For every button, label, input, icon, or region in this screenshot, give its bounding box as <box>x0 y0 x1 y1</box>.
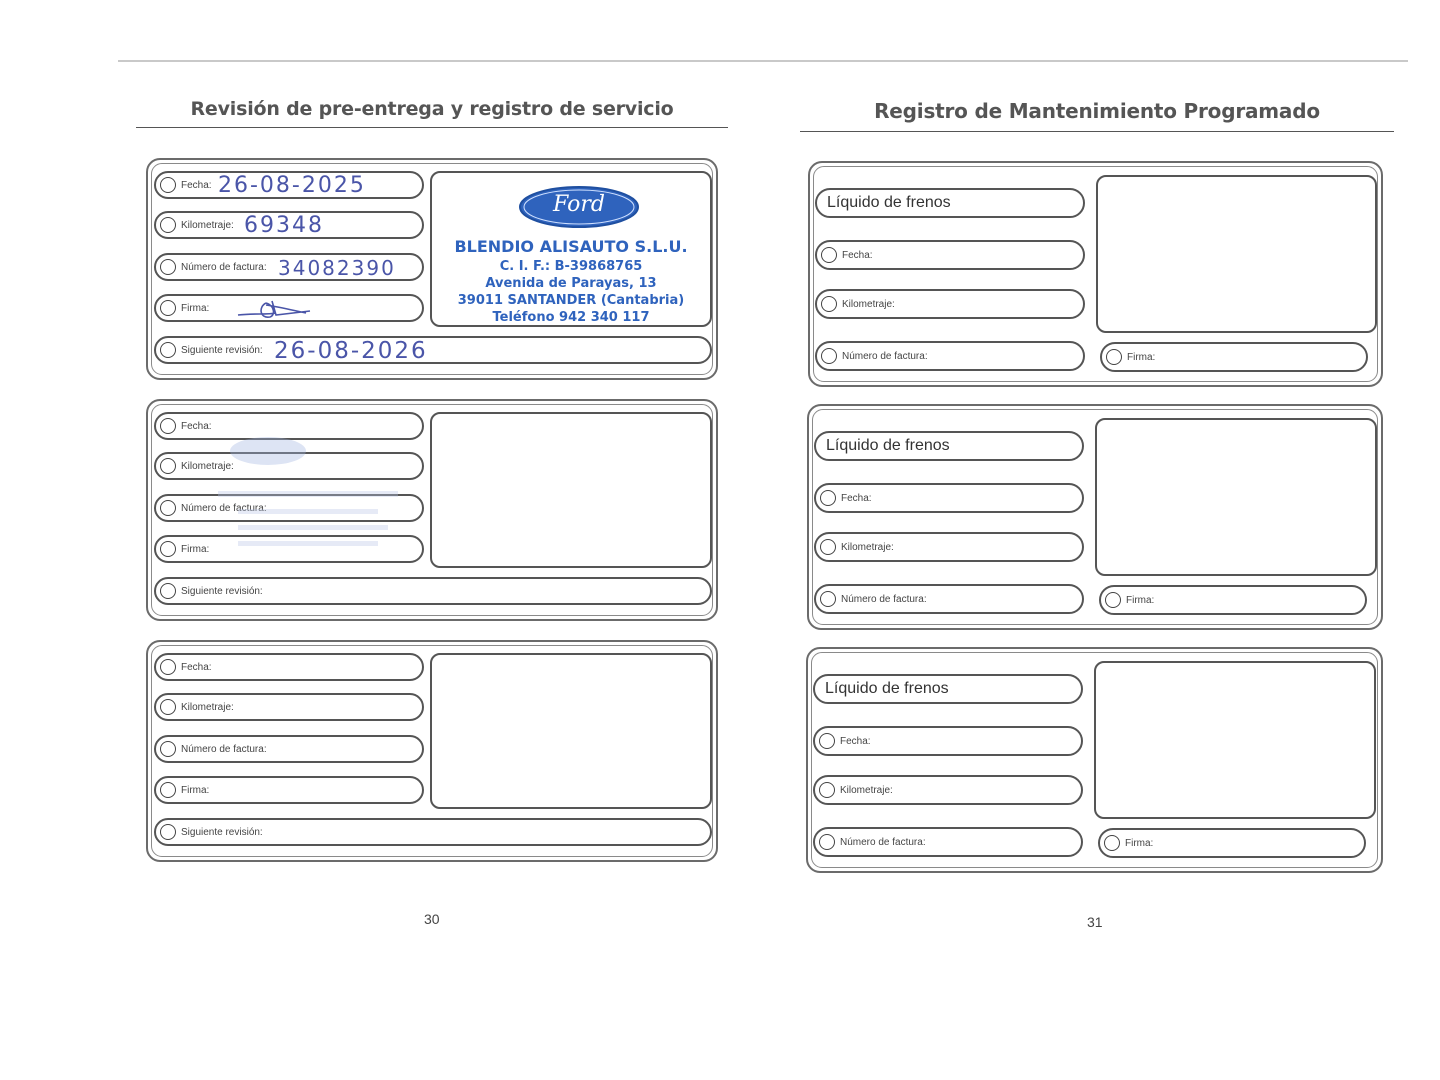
firma-field[interactable] <box>154 776 424 804</box>
radio-icon[interactable] <box>821 247 837 263</box>
radio-icon[interactable] <box>820 490 836 506</box>
radio-icon[interactable] <box>160 177 176 193</box>
kilometraje-field[interactable] <box>154 693 424 721</box>
right-page-number: 31 <box>1087 914 1103 930</box>
stamp-box <box>1096 175 1377 333</box>
kilometraje-label: Kilometraje: <box>181 701 234 713</box>
fecha-field[interactable] <box>154 653 424 681</box>
radio-icon[interactable] <box>160 342 176 358</box>
radio-icon[interactable] <box>819 782 835 798</box>
radio-icon[interactable] <box>160 583 176 599</box>
service-card-1 <box>146 158 718 380</box>
stamp-company: BLENDIO ALISAUTO S.L.U. <box>454 237 688 256</box>
kilometraje-label: Kilometraje: <box>841 541 894 553</box>
radio-icon[interactable] <box>160 541 176 557</box>
radio-icon[interactable] <box>160 659 176 675</box>
service-card-3 <box>146 640 718 862</box>
liquido-frenos-field[interactable] <box>813 674 1083 704</box>
left-title-rule <box>136 127 728 128</box>
kilometraje-label: Kilometraje: <box>842 298 895 310</box>
stamp-box <box>1094 661 1376 819</box>
factura-label: Número de factura: <box>841 593 927 605</box>
liquido-frenos-field[interactable] <box>815 188 1085 218</box>
radio-icon[interactable] <box>1105 592 1121 608</box>
liquido-frenos-label: Líquido de frenos <box>827 194 951 211</box>
factura-label: Número de factura: <box>842 350 928 362</box>
kilometraje-label: Kilometraje: <box>840 784 893 796</box>
radio-icon[interactable] <box>820 539 836 555</box>
ford-logo-text: Ford <box>553 192 605 217</box>
siguiente-field[interactable] <box>154 336 712 364</box>
stamp-box <box>1095 418 1377 576</box>
factura-field[interactable] <box>154 735 424 763</box>
stamp-address: Avenida de Parayas, 13 <box>485 276 657 291</box>
kilometraje-field[interactable] <box>815 289 1085 319</box>
fecha-label: Fecha: <box>841 492 872 504</box>
fecha-label: Fecha: <box>181 420 212 432</box>
firma-label: Firma: <box>1127 351 1156 363</box>
radio-icon[interactable] <box>160 741 176 757</box>
firma-field[interactable] <box>1099 585 1367 615</box>
fecha-label: Fecha: <box>840 735 871 747</box>
service-card-2 <box>146 399 718 621</box>
radio-icon[interactable] <box>160 418 176 434</box>
left-page-title: Revisión de pre-entrega y registro de servicio <box>190 98 674 120</box>
radio-icon[interactable] <box>160 300 176 316</box>
radio-icon[interactable] <box>160 699 176 715</box>
kilometraje-field[interactable] <box>814 532 1084 562</box>
radio-icon[interactable] <box>160 782 176 798</box>
stamp-box <box>430 412 712 568</box>
fecha-label: Fecha: <box>181 661 212 673</box>
siguiente-label: Siguiente revisión: <box>181 344 263 356</box>
firma-field[interactable] <box>1098 828 1366 858</box>
right-page-title: Registro de Mantenimiento Programado <box>874 99 1320 123</box>
factura-label: Número de factura: <box>181 502 267 514</box>
radio-icon[interactable] <box>1106 349 1122 365</box>
radio-icon[interactable] <box>160 217 176 233</box>
factura-label: Número de factura: <box>181 261 267 273</box>
siguiente-label: Siguiente revisión: <box>181 826 263 838</box>
fecha-field[interactable] <box>814 483 1084 513</box>
fecha-handwritten: 26-08-2025 <box>218 173 366 198</box>
siguiente-field[interactable] <box>154 577 712 605</box>
radio-icon[interactable] <box>821 296 837 312</box>
firma-label: Firma: <box>181 543 210 555</box>
stamp-phone: Teléfono 942 340 117 <box>492 310 650 325</box>
stamp-box <box>430 653 712 809</box>
radio-icon[interactable] <box>160 500 176 516</box>
radio-icon[interactable] <box>819 834 835 850</box>
fecha-field[interactable] <box>813 726 1083 756</box>
radio-icon[interactable] <box>160 824 176 840</box>
maintenance-card-3 <box>806 647 1383 873</box>
kilometraje-handwritten: 69348 <box>244 213 324 238</box>
radio-icon[interactable] <box>819 733 835 749</box>
left-page-number: 30 <box>424 911 440 927</box>
right-title-rule <box>800 131 1394 132</box>
radio-icon[interactable] <box>160 458 176 474</box>
liquido-frenos-label: Líquido de frenos <box>825 680 949 697</box>
scan-top-line <box>118 60 1408 62</box>
factura-label: Número de factura: <box>840 836 926 848</box>
radio-icon[interactable] <box>160 259 176 275</box>
fecha-label: Fecha: <box>181 179 212 191</box>
maintenance-card-1 <box>808 161 1383 387</box>
siguiente-field[interactable] <box>154 818 712 846</box>
firma-label: Firma: <box>1126 594 1155 606</box>
firma-field[interactable] <box>1100 342 1368 372</box>
radio-icon[interactable] <box>821 348 837 364</box>
factura-label: Número de factura: <box>181 743 267 755</box>
fecha-field[interactable] <box>815 240 1085 270</box>
radio-icon[interactable] <box>820 591 836 607</box>
kilometraje-label: Kilometraje: <box>181 219 234 231</box>
stamp-city: 39011 SANTANDER (Cantabria) <box>457 293 685 308</box>
firma-label: Firma: <box>181 302 210 314</box>
maintenance-card-2 <box>807 404 1383 630</box>
stamp-cif: C. I. F.: B-39868765 <box>499 259 643 274</box>
factura-field[interactable] <box>814 584 1084 614</box>
bleed-through-ghost <box>208 429 408 559</box>
firma-label: Firma: <box>181 784 210 796</box>
liquido-frenos-label: Líquido de frenos <box>826 437 950 454</box>
factura-handwritten: 34082390 <box>278 256 396 280</box>
liquido-frenos-field[interactable] <box>814 431 1084 461</box>
fecha-label: Fecha: <box>842 249 873 261</box>
kilometraje-label: Kilometraje: <box>181 460 234 472</box>
radio-icon[interactable] <box>1104 835 1120 851</box>
siguiente-label: Siguiente revisión: <box>181 585 263 597</box>
siguiente-handwritten: 26-08-2026 <box>274 338 428 364</box>
factura-field[interactable] <box>813 827 1083 857</box>
firma-label: Firma: <box>1125 837 1154 849</box>
factura-field[interactable] <box>815 341 1085 371</box>
signature-scribble <box>236 293 316 323</box>
kilometraje-field[interactable] <box>813 775 1083 805</box>
